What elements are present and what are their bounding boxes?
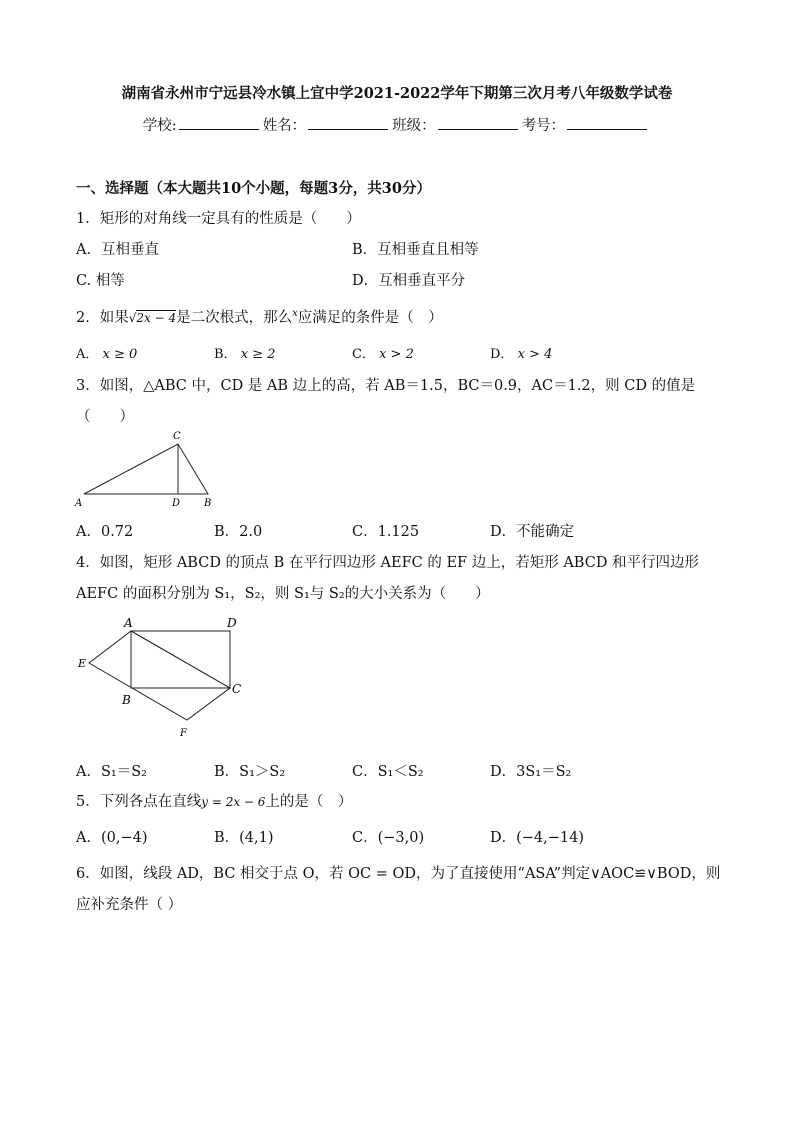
q6-stem-line1: 6．如图，线段 AD，BC 相交于点 O，若 OC = OD，为了直接使用“ASA”判定∨AOC≌∨BOD，则 <box>76 866 721 882</box>
q2-mid: 是二次根式，那么 <box>176 310 293 326</box>
q5-option-a: A．(0,−4) <box>76 830 148 846</box>
q2-suffix: 应满足的条件是（ ） <box>297 310 443 326</box>
label-f: F <box>180 728 187 739</box>
label-b: B <box>122 693 131 707</box>
q5-equation: y = 2x − 6 <box>201 795 266 809</box>
q4-option-c: C．S₁＜S₂ <box>352 764 424 780</box>
q5-option-b: B．(4,1) <box>214 830 274 846</box>
label-c: C <box>232 682 242 696</box>
label-a: A <box>75 498 83 509</box>
q2-stem <box>76 306 443 327</box>
q3-option-a: A．0.72 <box>76 524 134 540</box>
label-d: D <box>227 616 237 630</box>
q6-stem-line2: 应补充条件（ ） <box>76 897 183 913</box>
q3-option-c: C．1.125 <box>352 524 420 540</box>
q4-stem-line2: AEFC 的面积分别为 S₁，S₂，则 S₁与 S₂的大小关系为（ ） <box>76 586 490 602</box>
q1-option-d: D．互相垂直平分 <box>352 273 466 289</box>
name-blank[interactable] <box>308 115 388 130</box>
class-blank[interactable] <box>438 115 518 130</box>
q1-option-c: C. 相等 <box>76 273 125 289</box>
q2-option-a: A． x ≥ 0 <box>76 347 138 362</box>
q5-option-d: D．(−4,−14) <box>490 830 585 846</box>
number-label: 考号： <box>521 118 566 134</box>
school-label: 学校: <box>142 118 177 134</box>
q3-option-d: D．不能确定 <box>490 524 575 540</box>
q3-stem-line2: （ ） <box>76 409 134 425</box>
q4-option-b: B．S₁＞S₂ <box>214 764 286 780</box>
q2-radicand: 2x − 4 <box>136 311 177 325</box>
q4-rectangle-figure <box>70 612 260 744</box>
q4-stem-line1: 4．如图，矩形 ABCD 的顶点 B 在平行四边形 AEFC 的 EF 边上，若矩形 ABCD 和平行四边形 <box>76 555 700 571</box>
q5-prefix: 5．下列各点在直线 <box>76 794 202 810</box>
q4-option-a: A．S₁＝S₂ <box>76 764 147 780</box>
label-b: B <box>204 498 212 509</box>
q2-prefix: 2．如果 <box>76 310 129 326</box>
diagonal-ac <box>131 631 230 688</box>
q1-stem: 1．矩形的对角线一定具有的性质是（ ） <box>76 211 361 227</box>
label-d: D <box>172 498 181 509</box>
q2-var: x <box>292 308 298 320</box>
exam-title: 湖南省永州市宁远县冷水镇上宜中学2021-2022学年下期第三次月考八年级数学试卷 <box>121 85 673 102</box>
q2-radical: √2x − 4 <box>128 311 177 325</box>
class-label: 班级： <box>392 118 436 134</box>
name-label: 姓名： <box>262 118 307 134</box>
q3-triangle-figure <box>70 428 220 512</box>
q5-suffix: 上的是（ ） <box>265 794 353 810</box>
q3-stem-line1: 3．如图，△ABC 中，CD 是 AB 边上的高，若 AB＝1.5，BC＝0.9，AC＝1.2，则 CD 的值是 <box>76 378 696 394</box>
q5-stem <box>76 790 352 811</box>
q5-option-c: C．(−3,0) <box>352 830 425 846</box>
school-blank[interactable] <box>179 115 259 130</box>
number-blank[interactable] <box>567 115 647 130</box>
q2-option-c: C． x > 2 <box>352 347 414 362</box>
q1-option-a: A．互相垂直 <box>76 242 159 258</box>
q4-option-d: D．3S₁＝S₂ <box>490 764 572 780</box>
section-heading: 一、选择题（本大题共10个小题，每题3分，共30分） <box>76 180 431 197</box>
label-e: E <box>78 657 87 670</box>
q3-option-b: B．2.0 <box>214 524 263 540</box>
label-c: C <box>173 431 181 442</box>
q2-option-d: D． x > 4 <box>490 347 553 362</box>
triangle-abc <box>84 444 208 494</box>
q2-option-b: B． x ≥ 2 <box>214 347 276 362</box>
q1-option-b: B．互相垂直且相等 <box>352 242 479 258</box>
student-info-line <box>0 114 794 135</box>
label-a: A <box>124 616 133 630</box>
